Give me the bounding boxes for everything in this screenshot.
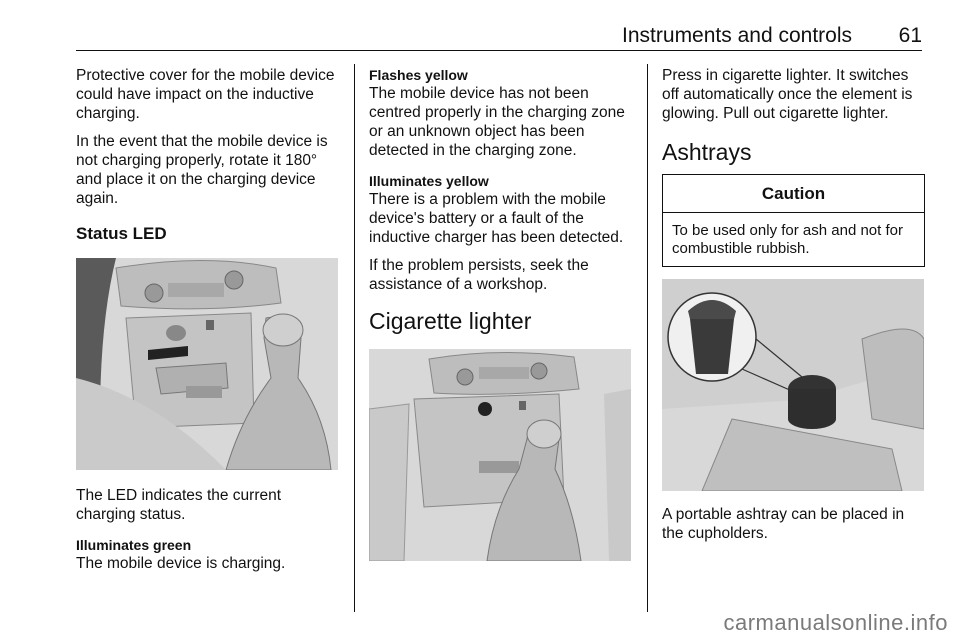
column-2 <box>369 66 633 561</box>
heading-status-led: Status LED <box>76 224 167 243</box>
header-rule <box>76 50 922 51</box>
heading-ashtrays: Ashtrays <box>662 139 752 165</box>
column-1 <box>76 66 344 573</box>
paragraph-protective-cover: Protective cover for the mobile device could have impact on the inductive charging. <box>76 67 335 122</box>
cigarette-lighter-illustration <box>369 349 631 561</box>
figure-cigarette-lighter <box>369 349 631 561</box>
paragraph-workshop: If the problem persists, seek the assistance of a workshop. <box>369 257 589 293</box>
caution-box <box>662 174 925 267</box>
figure-caption: The LED indicates the current charging status. <box>76 487 282 523</box>
paragraph-rotate: In the event that the mobile device is not charging properly, rotate it 180° and place it on the charging device again. <box>76 133 328 207</box>
charging-pad-illustration <box>76 258 338 470</box>
section-title: Instruments and controls <box>622 24 852 47</box>
column-3 <box>662 66 925 543</box>
label-flashes-yellow: Flashes yellow <box>369 67 468 83</box>
heading-cigarette-lighter: Cigarette lighter <box>369 308 532 334</box>
text-illuminates-green: The mobile device is charging. <box>76 555 286 572</box>
text-flashes-yellow: The mobile device has not been centred properly in the charging zone or an unknown object has been detected in the charging zone. <box>369 85 625 159</box>
watermark: carmanualsonline.info <box>723 610 948 635</box>
label-illuminates-green: Illuminates green <box>76 537 192 553</box>
caution-text: To be used only for ash and not for combustible rubbish. <box>672 222 903 257</box>
column-divider <box>354 64 355 612</box>
page-number: 61 <box>898 24 922 47</box>
figure-ashtray <box>662 279 924 491</box>
page-header <box>0 0 960 52</box>
label-illuminates-yellow: Illuminates yellow <box>369 173 489 189</box>
column-divider <box>647 64 648 612</box>
paragraph-press-lighter: Press in cigarette lighter. It switches off automatically once the element is glowing. Pull out cigarette lighter. <box>662 67 913 122</box>
caution-title: Caution <box>663 175 924 213</box>
figure-charging-pad <box>76 258 338 470</box>
ashtray-illustration <box>662 279 924 491</box>
paragraph-portable-ashtray: A portable ashtray can be placed in the cupholders. <box>662 506 905 542</box>
text-illuminates-yellow: There is a problem with the mobile device's battery or a fault of the inductive charger has been detected. <box>369 191 624 246</box>
